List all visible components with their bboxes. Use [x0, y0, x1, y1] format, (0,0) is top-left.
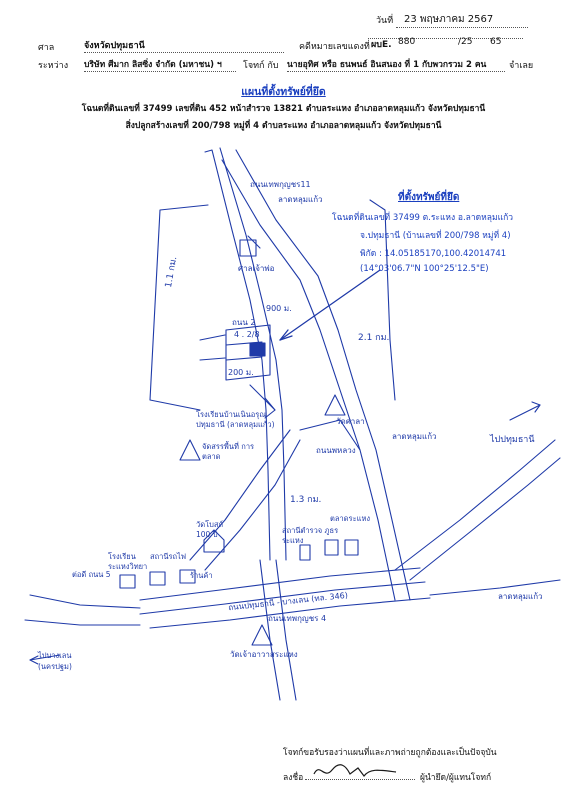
label-bottom-right: ลาดหลุมแก้ว: [498, 592, 543, 601]
label-road-main: ถนนปทุมธานี - บางเลน (ทล. 346): [227, 590, 349, 613]
label-dist-right: 2.1 กม.: [358, 333, 390, 343]
case-number: 880: [398, 37, 416, 47]
label-road-4: ถนนเทพกุญชร 4: [268, 614, 327, 623]
footer-sign-role: ผู้นำยึด/ผู้แทนโจทก์: [420, 773, 492, 783]
label-temple: วัดศาลา: [336, 417, 365, 426]
label-to-pathum: ไปปทุมธานี: [490, 435, 535, 445]
date-label: วันที่: [376, 16, 394, 26]
signature-mark: [310, 760, 400, 782]
footer-sign-label: ลงชื่อ: [283, 773, 304, 783]
label-road-top: ถนนเทพกุญชร11: [250, 180, 311, 189]
label-dist-200: 200 ม.: [228, 368, 254, 377]
label-to-banglen: ไปบางเลน (นครปฐม): [38, 651, 72, 671]
date-value: 23 พฤษภาคม 2567: [396, 12, 528, 28]
defendant-name: นายอุทิศ หรือ ธนพนธ์ อินสนอง ที่ 1 กับพวกรวม 2 คน: [287, 57, 505, 72]
road-banglen-north: [30, 595, 140, 608]
label-road-right: ลาดหลุมแก้ว: [392, 432, 437, 441]
footer-certify: โจทก์ขอรับรองว่าแผนที่และภาพถ่ายถูกต้องและเป็นปัจจุบัน: [283, 748, 497, 758]
label-left-small: ต่อดี ถนน 5: [72, 570, 111, 579]
title-line1: โฉนดที่ดินเลขที่ 37499 เลขที่ดิน 452 หน้าสำรวจ 13821 ตำบลระแหง อำเภอลาดหลุมแก้ว จังหวัดปทุมธานี: [81, 104, 486, 114]
label-market: ตลาดระแหง: [330, 514, 371, 523]
label-kiosk: วัดเจ้าอาวาสระแหง: [230, 650, 298, 659]
label-water: จัดสรรพื้นที่ การตลาด: [202, 442, 255, 461]
road-south-west: [260, 560, 280, 700]
bracket-left: [150, 205, 208, 410]
location-line2: จ.ปทุมธานี (บ้านเลขที่ 200/798 หมู่ที่ 4): [360, 231, 511, 241]
case-label: คดีหมายเลขแดงที่: [299, 42, 370, 52]
label-police: สถานีตำรวจ ภูธรระแหง: [282, 526, 339, 545]
between-label: ระหว่าง: [38, 61, 69, 71]
label-soi2: ถนน 2: [232, 318, 256, 327]
case-prefix: ผบE.: [371, 40, 392, 50]
label-shop: ร้านค้า: [190, 571, 213, 580]
case-slash: /25: [458, 37, 473, 47]
location-heading: ที่ตั้งทรัพย์ที่ยึด: [398, 192, 460, 203]
court-label: ศาล: [38, 43, 55, 53]
plaintiff-name: บริษัท ศีมาก ลิสซิ่ง จำกัด (มหาชน) ฯ: [84, 57, 236, 72]
label-road-mid: ถนนพหลวง: [316, 446, 356, 455]
label-school2: โรงเรียน ระแหงวิทยา: [108, 552, 148, 571]
label-shrine: ศาลเจ้าพ่อ: [238, 264, 275, 273]
case-year: 65: [490, 37, 502, 47]
plaintiff-role: โจทก์ กับ: [243, 61, 279, 71]
location-coord: พิกัด : 14.05185170,100.42014741: [360, 249, 507, 259]
label-soi-house: 4 . 2/8: [234, 330, 260, 339]
label-dist-900: 900 ม.: [266, 304, 292, 313]
map-title: แผนที่ตั้งทรัพย์ที่ยึด: [241, 86, 326, 98]
defendant-role: จำเลย: [509, 61, 534, 71]
label-dist-mid: 1.3 กม.: [290, 495, 322, 505]
label-road-top-sub: ลาดหลุมแก้ว: [278, 195, 323, 204]
label-station: สถานีรถไฟ: [150, 552, 187, 561]
triangle-marker-2: [325, 395, 345, 415]
road-banglen-south: [25, 620, 140, 625]
title-line2: สิ่งปลูกสร้างเลขที่ 200/798 หมู่ที่ 4 ตำบลระแหง อำเภอลาดหลุมแก้ว จังหวัดปทุมธานี: [125, 121, 442, 131]
triangle-marker-1: [180, 440, 200, 460]
road-to-pathum-north: [395, 440, 555, 570]
court-value: จังหวัดปทุมธานี: [84, 38, 284, 53]
label-big-temple: วัดโบสถ์ 100 ปี: [196, 520, 223, 539]
label-dist-left: 1.1 กม.: [164, 255, 180, 289]
location-coord-dms: (14°03'06.7"N 100°25'12.5"E): [360, 264, 489, 274]
location-line1: โฉนดที่ดินเลขที่ 37499 ต.ระแหง อ.ลาดหลุมแก้ว: [332, 213, 513, 223]
label-school: โรงเรียนบ้านเนินอรุณ ปทุมธานี (ลาดหลุมแก้ว): [196, 410, 275, 429]
road-to-pathum-south: [410, 458, 560, 580]
